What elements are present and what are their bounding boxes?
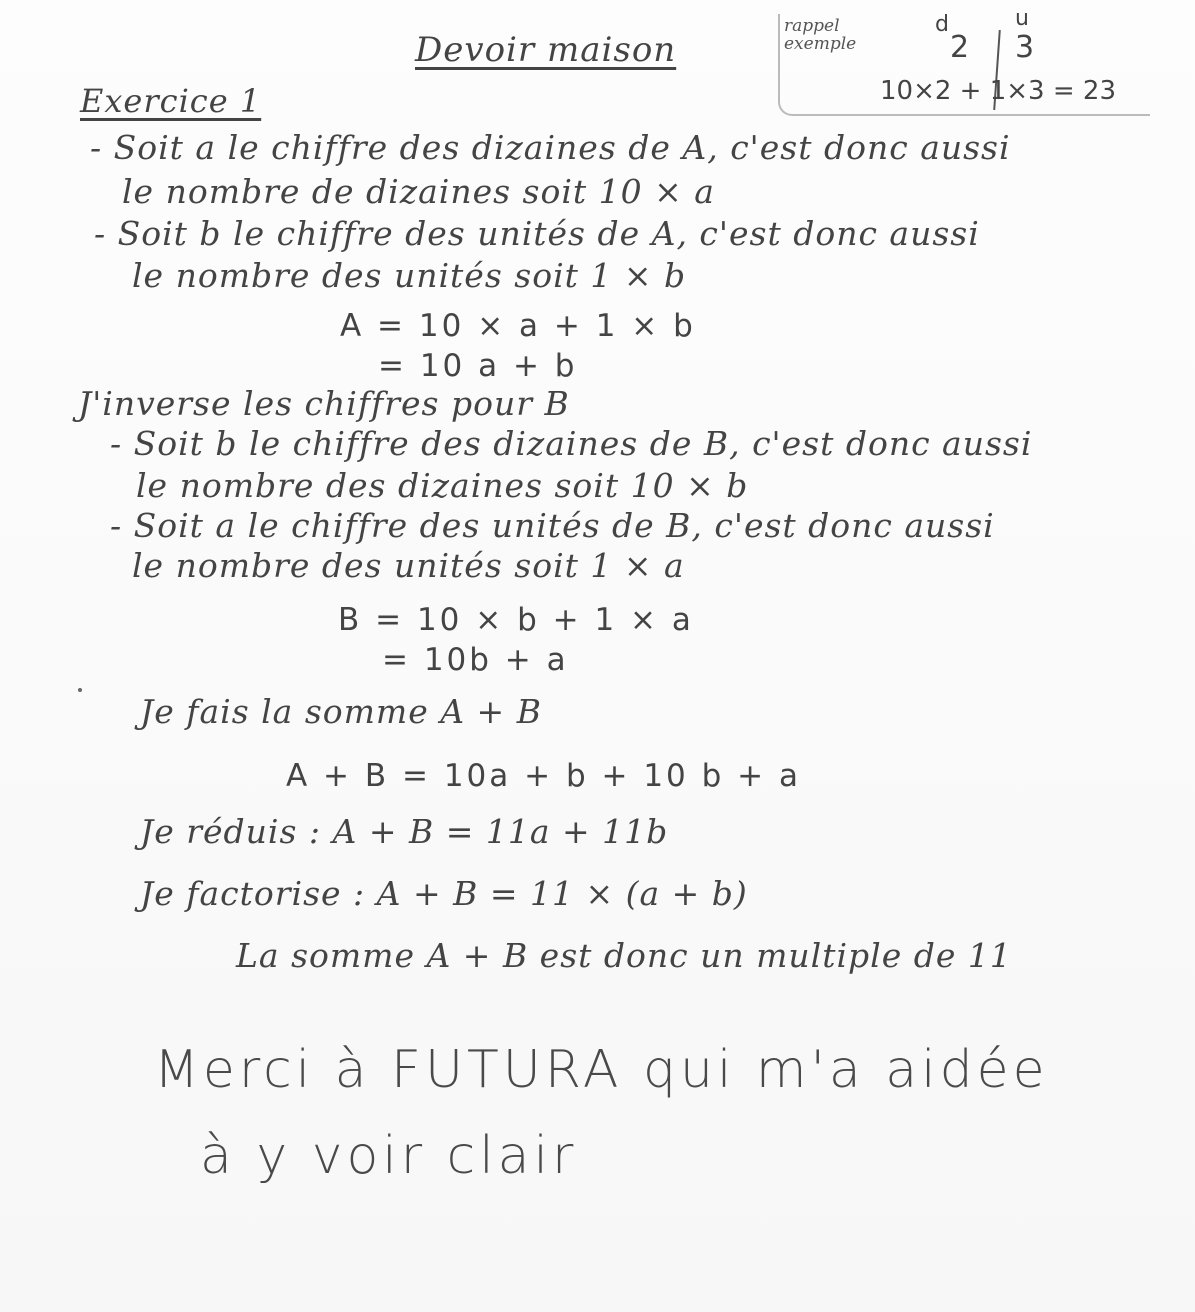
line-conclusion: La somme A + B est donc un multiple de 11: [236, 936, 1012, 975]
line-6: le nombre des dizaines soit 10 × b: [136, 466, 749, 505]
reminder-tens-digit: 2: [950, 30, 970, 65]
thanks-line-2: à y voir clair: [200, 1126, 578, 1186]
reminder-expansion: 10×2 + 1×3 = 23: [880, 76, 1116, 106]
equation-a: A = 10 × a + 1 × b: [340, 308, 696, 344]
equation-sum: A + B = 10a + b + 10 b + a: [286, 758, 801, 794]
reminder-label-exemple: exemple: [784, 34, 857, 54]
line-factorise: Je factorise : A + B = 11 × (a + b): [140, 874, 748, 913]
reminder-tens-header: d: [935, 12, 949, 37]
line-inverse: J'inverse les chiffres pour B: [78, 384, 570, 423]
page-title: Devoir maison: [415, 30, 677, 70]
equation-a-simplified: = 10 a + b: [378, 348, 578, 384]
line-3: - Soit b le chiffre des unités de A, c'est donc aussi: [94, 214, 980, 253]
line-4: le nombre des unités soit 1 × b: [132, 256, 687, 295]
equation-b: B = 10 × b + 1 × a: [338, 602, 694, 638]
line-7: - Soit a le chiffre des unités de B, c'est donc aussi: [110, 506, 995, 545]
ink-dot: [78, 688, 82, 692]
line-2: le nombre de dizaines soit 10 × a: [122, 172, 715, 211]
exercise-heading: Exercice 1: [80, 82, 262, 120]
line-sum: Je fais la somme A + B: [140, 692, 542, 731]
line-reduce: Je réduis : A + B = 11a + 11b: [140, 812, 669, 851]
line-8: le nombre des unités soit 1 × a: [132, 546, 685, 585]
equation-b-simplified: = 10b + a: [382, 642, 569, 678]
thanks-line-1: Merci à FUTURA qui m'a aidée: [154, 1040, 1049, 1100]
line-1: - Soit a le chiffre des dizaines de A, c'est donc aussi: [90, 128, 1011, 167]
reminder-label-rappel: rappel: [784, 16, 840, 36]
line-5: - Soit b le chiffre des dizaines de B, c'est donc aussi: [110, 424, 1033, 463]
reminder-units-header: u: [1015, 6, 1029, 31]
reminder-units-digit: 3: [1015, 30, 1035, 65]
